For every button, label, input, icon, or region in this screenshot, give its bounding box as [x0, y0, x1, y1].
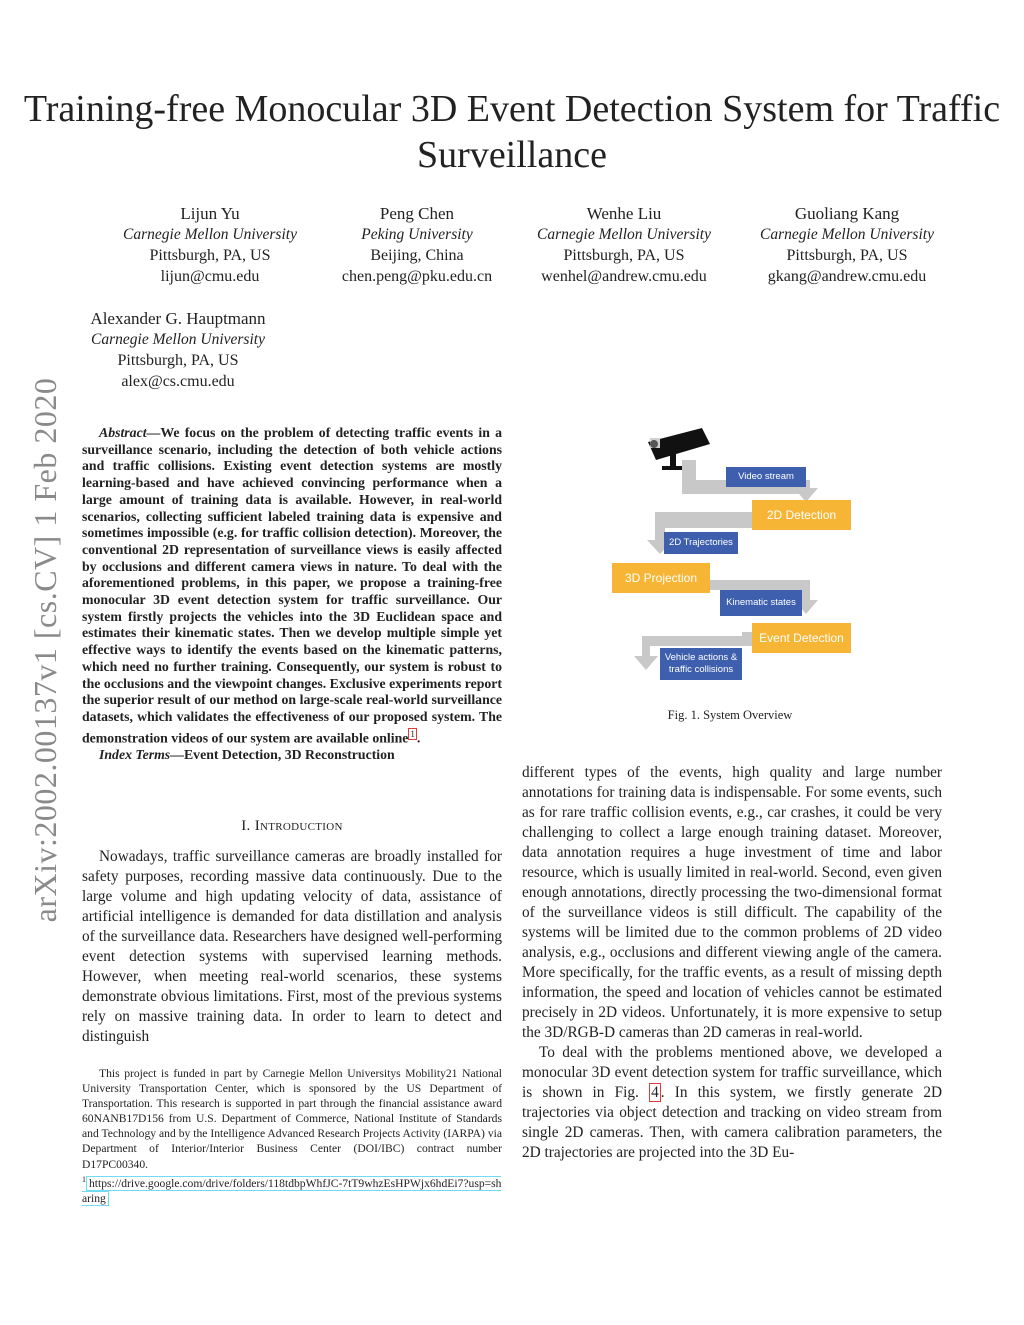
section-heading: I. Introduction [241, 818, 343, 834]
2d-detection-block: 2D Detection [752, 500, 851, 530]
funding-note: This project is funded in part by Carnegie Mellon Universitys Mobility21 National University Transportation Center, which is sponsored by the US Department of Transportation. This research is supported in part through the financial assistance award 60NANB17D156 from U.S. Department of Commerce, National Institute of Standards and Technology and by the Intelligence Advanced Research Projects Activity (IARPA) via Department of Interior/Interior Business Center (DOI/IBC) contract number D17PC00340. [82, 1067, 502, 1171]
index-terms [82, 747, 502, 764]
author-email: chen.peng@pku.edu.cn [341, 268, 493, 285]
kinematic-states-block: Kinematic states [720, 590, 802, 616]
video-stream-block: Video stream [726, 467, 806, 487]
author-block [78, 308, 278, 392]
author-affiliation: Carnegie Mellon University [123, 226, 297, 243]
intro-paragraph: different types of the events, high quality and large number annotations for training data is indispensable. For some events, such as for rare traffic collision events, e.g., car crashes, it could be very challenging to collect a large enough training dataset. Moreover, data annotation requires a huge investment of time and labor resource, which is usually limited in real-world. Second, even given enough annotations, directly processing the two-dimensional format of the surveillance videos is still difficult. The capability of the systems will be limited due to the common problems of 2D video analysis, e.g., occlusions and different viewing angle of the camera. More specifically, for the traffic events, as a result of missing depth information, the speed and location of vehicles cannot be estimated precisely in 2D videos. Unfortunately, it is more expensive to setup the 3D/RGB-D cameras than 2D cameras in real-world. [522, 764, 942, 1041]
event-detection-block: Event Detection [752, 623, 851, 653]
author-location: Beijing, China [370, 247, 464, 264]
author-location: Pittsburgh, PA, US [563, 247, 685, 264]
author-email: lijun@cmu.edu [160, 268, 260, 285]
author-location: Pittsburgh, PA, US [117, 352, 239, 369]
intro-paragraph: To deal with the problems mentioned above, we developed a monocular 3D event detection system for traffic surveillance, which is shown in Fig. 4 . In this system, we firstly generate 2D trajectories via object detection and tracking on video stream from single 2D cameras. Then, with camera calibration parameters, the 2D trajectories are projected into the 3D Eu- [522, 1044, 943, 1161]
author-block [747, 203, 947, 287]
author-name: Guoliang Kang [794, 204, 900, 223]
author-block [524, 203, 724, 287]
author-block [317, 203, 517, 287]
figure-reference-link[interactable]: 4 [651, 1084, 659, 1101]
footnote-link[interactable]: 1 [410, 728, 415, 739]
author-name: Alexander G. Hauptmann [90, 309, 266, 328]
author-affiliation: Carnegie Mellon University [537, 226, 711, 243]
arxiv-identifier: arXiv:2002.00137v1 [cs.CV] 1 Feb 2020 [27, 377, 63, 923]
abstract-label: Abstract [99, 425, 147, 440]
author-location: Pittsburgh, PA, US [149, 247, 271, 264]
index-terms-label: Index Terms [99, 746, 171, 762]
author-email: gkang@andrew.cmu.edu [767, 268, 927, 285]
author-location: Pittsburgh, PA, US [786, 247, 908, 264]
author-email: alex@cs.cmu.edu [121, 373, 235, 390]
3d-projection-block: 3D Projection [612, 563, 710, 593]
2d-trajectories-block: 2D Trajectories [664, 532, 738, 554]
author-affiliation: Carnegie Mellon University [760, 226, 934, 243]
abstract: Abstract—We focus on the problem of detecting traffic events in a surveillance scenario, including the detection of both vehicle actions and traffic collisions. Existing event detection systems are mostly learning-based and have achieved convincing performance when a large amount of training data is available. However, in real-world scenarios, collecting sufficient labeled training data is expensive and sometimes impossible (e.g. for traffic collision detection). Moreover, the conventional 2D representation of surveillance views is easily affected by occlusions and different camera views in nature. To deal with the aforementioned problems, in this paper, we propose a training-free monocular 3D event detection system for traffic surveillance. Our system firstly projects the vehicles into the 3D Euclidean space and estimates their kinematic states. Then we develop multiple simple yet effective ways to identify the events based on the kinematic patterns, which need no further training. Consequently, our system is robust to the occlusions and the viewpoint changes. Exclusive experiments report the superior result of our method on large-scale real-world surveillance datasets, which validates the effectiveness of our proposed system. The demonstration videos of our system are available online $^1$ . Index Terms—Event Detection, 3D Reconstruction [82, 425, 502, 762]
system-overview-figure [610, 420, 855, 690]
footnote-url: $^1$ https://drive.google.com/drive/folders/118tdbpWhfJC-7tT9whzEsHPWjx6hdEi7?usp=sharing [82, 1175, 502, 1205]
abstract-text: —We focus on the problem of detecting traffic events in a surveillance scenario, including the detection of both vehicle actions and traffic collisions. Existing event detection systems are mostly learning-based and have achieved convincing performance when a large amount of training data is available. However, in real-world scenarios, collecting sufficient labeled training data is expensive and sometimes impossible (e.g. for traffic collision detection). Moreover, the conventional 2D representation of surveillance views is easily affected by occlusions and different camera views in nature. To deal with the aforementioned problems, in this paper, we propose a training-free monocular 3D event detection system for traffic surveillance. Our system firstly projects the vehicles into the 3D Euclidean space and estimates their kinematic states. Then we develop multiple simple yet effective ways to identify the events based on the kinematic patterns, which need no further training. Consequently, our system is robust to the occlusions and the viewpoint changes. Exclusive experiments report the superior result of our method on large-scale real-world surveillance datasets, which validates the effectiveness of our proposed system. The demonstration videos of our system are available online [82, 425, 502, 746]
author-email: wenhel@andrew.cmu.edu [541, 268, 707, 285]
author-name: Lijun Yu [180, 204, 240, 223]
author-name: Peng Chen [379, 204, 455, 223]
vehicle-actions-block: Vehicle actions & traffic collisions [660, 648, 742, 680]
author-affiliation: Carnegie Mellon University [91, 331, 265, 348]
author-name: Wenhe Liu [586, 204, 662, 223]
intro-paragraph: Nowadays, traffic surveillance cameras are broadly installed for safety purposes, recording massive data continuously. Due to the large volume and high updating velocity of data, assistance of artificial intelligence is demanded for data distillation and analysis of the surveillance data. Researchers have designed well-performing event detection systems with supervised learning methods. However, when meeting real-world scenarios, these systems demonstrate obvious limitations. First, most of the previous systems rely on massive training data. In order to learn to detect and distinguish [82, 848, 502, 1045]
author-affiliation: Peking University [361, 226, 473, 243]
footnote-url-link[interactable]: https://drive.google.com/drive/folders/118tdbpWhfJC-7tT9whzEsHPWjx6hdEi7?usp=sharing [82, 1176, 502, 1205]
figure-caption: Fig. 1. System Overview [667, 708, 793, 722]
index-terms-text: —Event Detection, 3D Reconstruction [170, 746, 395, 762]
author-block [110, 203, 310, 287]
paper-title: Training-free Monocular 3D Event Detection System for Traffic Surveillance [23, 88, 1001, 176]
intro-right-column [522, 763, 942, 1163]
camera-icon [648, 428, 710, 470]
